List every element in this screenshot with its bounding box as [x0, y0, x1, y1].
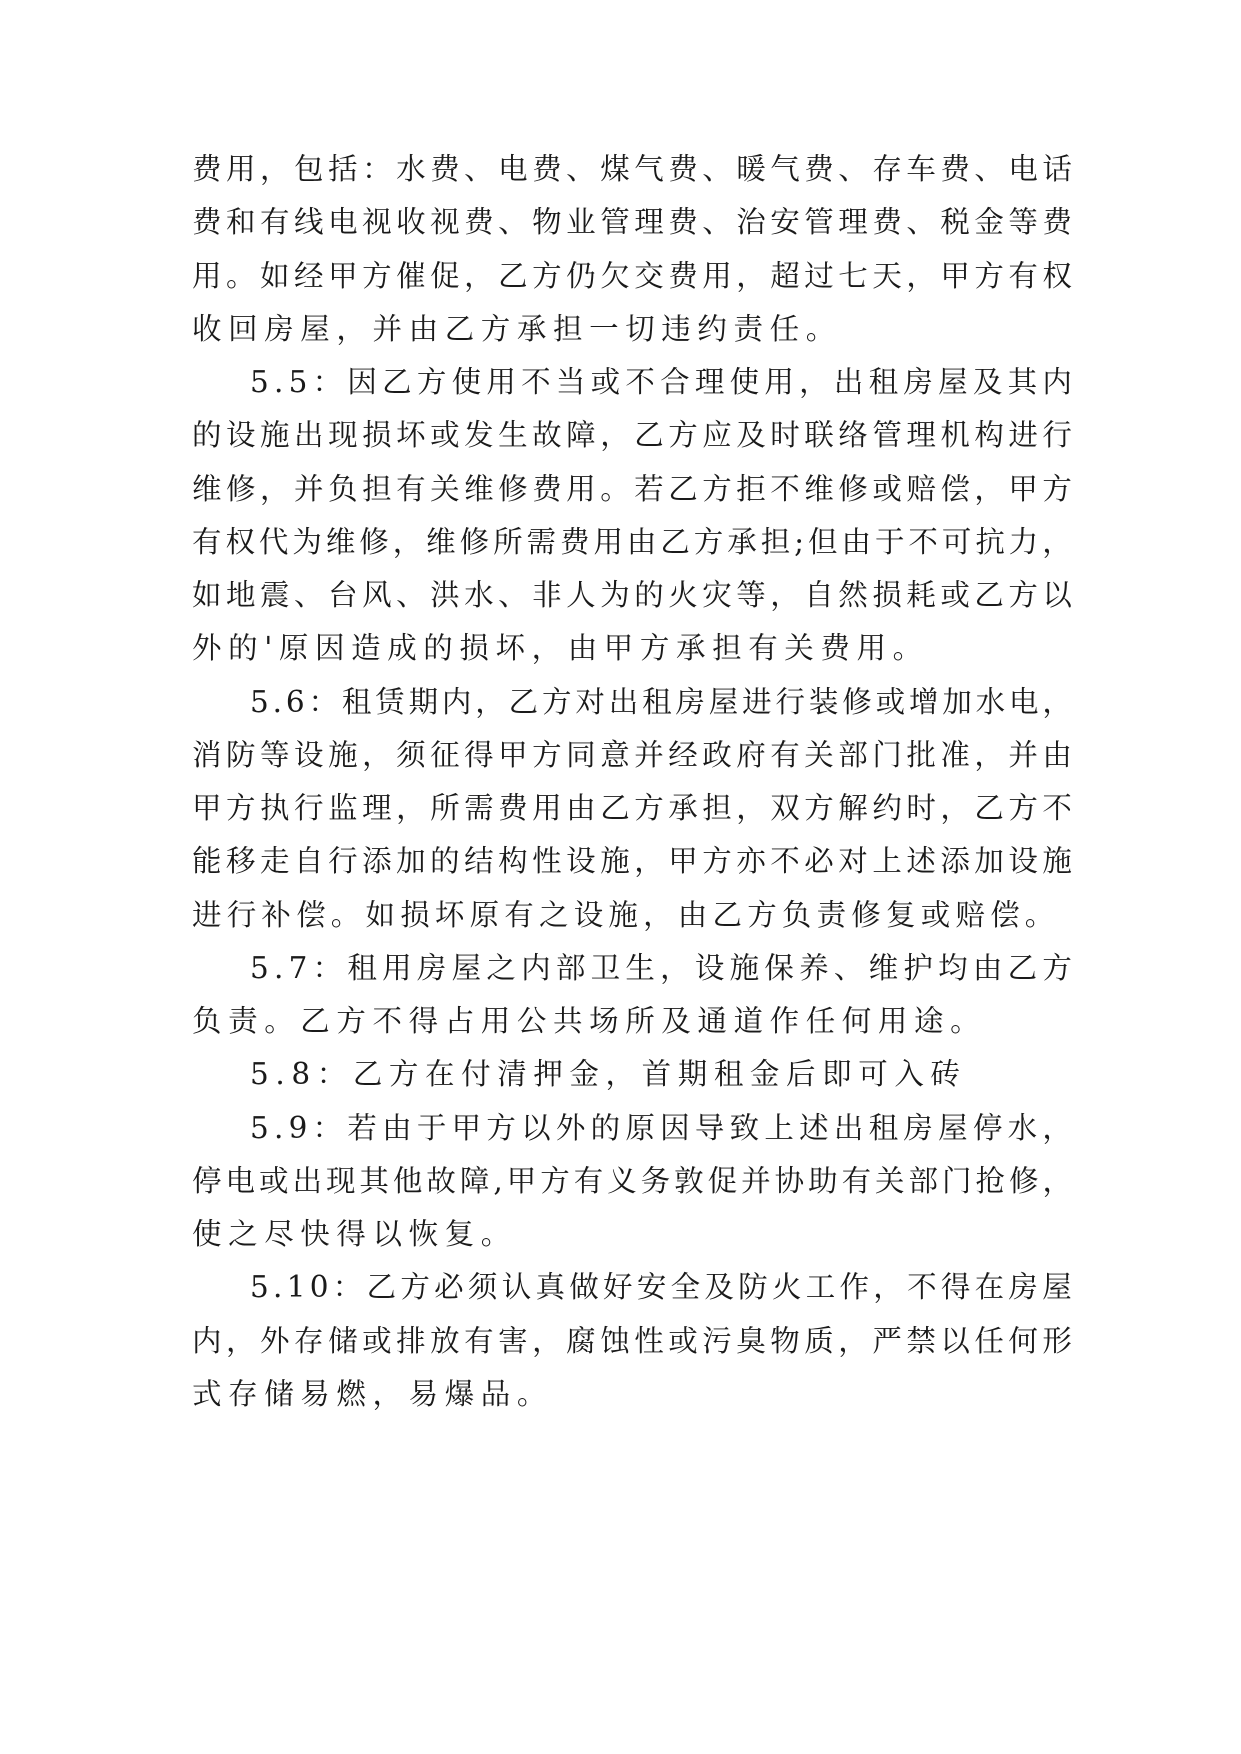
text-line: 停 电 或 出 现 其 他 故 障 , 甲 方 有 义 务 敦 促 并 协 助 有 关 部 门 抢 修 ， — [192, 1164, 1072, 1198]
text-line: 用 。 如 经 甲 方 催 促 ， 乙 方 仍 欠 交 费 用 ， 超 过 七 天 ， 甲 方 有 权 — [192, 259, 1072, 293]
text-line: 甲 方 执 行 监 理 ， 所 需 费 用 由 乙 方 承 担 ， 双 方 解 约 时 ， 乙 方 不 — [192, 791, 1072, 825]
text-line: 式存储易燃，易爆品。 — [192, 1377, 554, 1411]
text-line: 内 ， 外 存 储 或 排 放 有 害 ， 腐 蚀 性 或 污 臭 物 质 ， 严 禁 以 任 何 形 — [192, 1324, 1072, 1358]
clause-5-8-line: 5.8：乙方在付清押金，首期租金后即可入砖 — [250, 1057, 967, 1091]
text-line: 费 用 ， 包 括 ： 水 费 、 电 费 、 煤 气 费 、 暖 气 费 、 存 车 费 、 电 话 — [192, 152, 1072, 186]
clause-5-7-line: 5 . 7 ： 租 用 房 屋 之 内 部 卫 生 ， 设 施 保 养 、 维 护 均 由 乙 方 — [250, 951, 1072, 985]
text-line: 消 防 等 设 施 ， 须 征 得 甲 方 同 意 并 经 政 府 有 关 部 门 批 准 ， 并 由 — [192, 738, 1072, 772]
text-line: 如 地 震 、 台 风 、 洪 水 、 非 人 为 的 火 灾 等 ， 自 然 损 耗 或 乙 方 以 — [192, 578, 1072, 612]
clause-5-6-line: 5 . 6 ： 租 赁 期 内 ， 乙 方 对 出 租 房 屋 进 行 装 修 或 增 加 水 电 ， — [250, 685, 1072, 719]
text-line: 使之尽快得以恢复。 — [192, 1217, 517, 1251]
text-line: 负责。乙方不得占用公共场所及通道作任何用途。 — [192, 1004, 987, 1038]
text-line: 能 移 走 自 行 添 加 的 结 构 性 设 施 ， 甲 方 亦 不 必 对 上 述 添 加 设 施 — [192, 844, 1072, 878]
clause-5-9-line: 5 . 9 ： 若 由 于 甲 方 以 外 的 原 因 导 致 上 述 出 租 房 屋 停 水 ， — [250, 1111, 1072, 1145]
text-line: 维 修 ， 并 负 担 有 关 维 修 费 用 。 若 乙 方 拒 不 维 修 或 赔 偿 ， 甲 方 — [192, 472, 1072, 506]
text-line: 的 设 施 出 现 损 坏 或 发 生 故 障 ， 乙 方 应 及 时 联 络 管 理 机 构 进 行 — [192, 418, 1072, 452]
text-line: 外的'原因造成的损坏，由甲方承担有关费用。 — [192, 631, 929, 665]
clause-5-5-line: 5 . 5 ： 因 乙 方 使 用 不 当 或 不 合 理 使 用 ， 出 租 房 屋 及 其 内 — [250, 365, 1072, 399]
text-line: 费 和 有 线 电 视 收 视 费 、 物 业 管 理 费 、 治 安 管 理 费 、 税 金 等 费 — [192, 205, 1072, 239]
text-line: 进行补偿。如损坏原有之设施，由乙方负责修复或赔偿。 — [192, 898, 1060, 932]
clause-5-10-line: 5 . 1 0 ： 乙 方 必 须 认 真 做 好 安 全 及 防 火 工 作 ， 不 得 在 房 屋 — [250, 1270, 1072, 1304]
text-line: 收回房屋，并由乙方承担一切违约责任。 — [192, 312, 842, 346]
text-line: 有 权 代 为 维 修 ， 维 修 所 需 费 用 由 乙 方 承 担 ; 但 由 于 不 可 抗 力 ， — [192, 525, 1072, 559]
